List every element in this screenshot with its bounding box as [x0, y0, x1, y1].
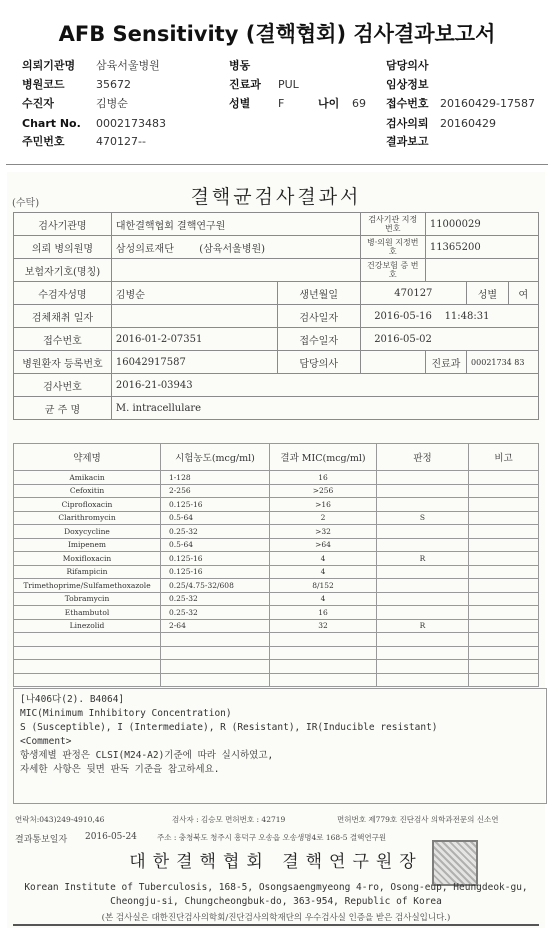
field-value: 김병순: [96, 97, 128, 110]
divider: [6, 164, 548, 165]
cell-value: 대한결핵협회 결핵연구원: [111, 213, 360, 236]
table-cell: 8/152: [270, 579, 377, 593]
field-value: 470127--: [96, 135, 146, 148]
table-cell: [469, 525, 539, 539]
table-cell: [469, 484, 539, 498]
table-row: [14, 633, 539, 647]
table-cell: [377, 592, 469, 606]
cell-value: [111, 305, 277, 328]
footer-address: 주소 : 충청북도 청주시 흥덕구 오송읍 오송생명4로 168-5 결핵연구원: [157, 833, 387, 842]
table-cell: R: [377, 619, 469, 633]
cell-label: 접수번호: [14, 328, 112, 351]
cell-label: 검사기관명: [14, 213, 112, 236]
table-cell: >256: [270, 484, 377, 498]
official-seal: [432, 840, 478, 886]
cell-label: 접수일자: [277, 328, 360, 351]
field-value: 20160429-17587: [440, 97, 535, 110]
cell-label: 검사번호: [14, 374, 112, 397]
table-cell: [469, 592, 539, 606]
field-value: 20160429: [440, 117, 496, 130]
col-header: 약제명: [14, 444, 161, 471]
table-cell: Ciprofloxacin: [14, 498, 161, 512]
cell-value: [360, 328, 538, 351]
table-cell: Rifampicin: [14, 565, 161, 579]
table-cell: 2: [270, 511, 377, 525]
table-cell: >32: [270, 525, 377, 539]
table-row: [14, 525, 539, 539]
table-cell: 0.25/4.75-32/608: [161, 579, 270, 593]
table-cell: [377, 660, 469, 674]
table-cell: [161, 646, 270, 660]
table-row: [14, 498, 539, 512]
table-row: [14, 471, 539, 485]
field-label: 병원코드: [22, 78, 65, 91]
table-cell: [469, 552, 539, 566]
cell-value: 2016-01-2-07351: [111, 328, 277, 351]
table-cell: [14, 673, 161, 687]
field-value: PUL: [278, 78, 299, 91]
table-cell: [469, 619, 539, 633]
table-cell: [377, 606, 469, 620]
table-cell: 2-256: [161, 484, 270, 498]
table-cell: [14, 646, 161, 660]
table-cell: 0.25-32: [161, 592, 270, 606]
cell-label: 검사일자: [277, 305, 360, 328]
table-row: [14, 660, 539, 674]
table-cell: Trimethoprime/Sulfamethoxazole: [14, 579, 161, 593]
table-cell: [469, 660, 539, 674]
table-cell: [469, 579, 539, 593]
field-value: 69: [352, 97, 366, 110]
institute-address-en: Korean Institute of Tuberculosis, 168-5, Osongsaengmyeong 4-ro, Osong-eup, Heungdeok-gu,: [24, 882, 528, 893]
table-cell: 0.25-32: [161, 525, 270, 539]
req-hospital-sub: (삼육서울병원): [199, 243, 266, 255]
cell-label: 수검자성명: [14, 282, 112, 305]
field-label: 수진자: [22, 97, 54, 110]
field-label: 나이: [318, 97, 340, 110]
table-cell: S: [377, 511, 469, 525]
col-header: 결과 MIC(mcg/ml): [270, 444, 377, 471]
table-row: [14, 606, 539, 620]
drug-rows: [14, 471, 539, 687]
table-cell: 0.125-16: [161, 565, 270, 579]
table-cell: 1-128: [161, 471, 270, 485]
table-cell: [14, 633, 161, 647]
footer-report-date-label: 결과통보일자: [15, 835, 68, 845]
table-cell: [469, 498, 539, 512]
table-cell: [377, 633, 469, 647]
cell-label: 보험자기호(명칭): [14, 259, 112, 282]
table-row: [14, 565, 539, 579]
cell-label: 검사기관 지정번호: [360, 213, 425, 236]
table-cell: [270, 673, 377, 687]
footer-report-date: 2016-05-24: [85, 832, 137, 842]
table-cell: [161, 633, 270, 647]
cell-label: 의뢰 병의원명: [14, 236, 112, 259]
table-row: [14, 484, 539, 498]
table-cell: [377, 484, 469, 498]
table-cell: [270, 646, 377, 660]
table-cell: >64: [270, 538, 377, 552]
table-cell: Cefoxitin: [14, 484, 161, 498]
cell-label: 건강보험 증 번 호: [360, 259, 425, 282]
table-cell: [161, 673, 270, 687]
table-row: [14, 511, 539, 525]
comment-box: [13, 688, 547, 804]
comment-code: [나406다(2). B4064]: [20, 694, 125, 705]
table-cell: 4: [270, 552, 377, 566]
table-cell: 32: [270, 619, 377, 633]
scanned-result-form: [7, 172, 545, 928]
req-hospital: 삼성의료재단: [115, 243, 174, 255]
table-cell: Imipenem: [14, 538, 161, 552]
comment-label: <Comment>: [20, 736, 72, 747]
table-cell: [377, 646, 469, 660]
field-value: 35672: [96, 78, 131, 91]
cell-value: [111, 236, 360, 259]
table-cell: [270, 633, 377, 647]
comment-legend: S (Susceptible), I (Intermediate), R (Resistant), IR(Inducible resistant): [20, 722, 438, 733]
drug-sensitivity-table: [13, 443, 539, 687]
cell-label: 병·의원 지정번호: [360, 236, 425, 259]
cell-value: 2016-21-03943: [111, 374, 538, 397]
institute-address-en: Cheongju-si, Chungcheongbuk-do, 363-954, Republic of Korea: [110, 896, 442, 907]
table-cell: [270, 660, 377, 674]
col-header: 판정: [377, 444, 469, 471]
table-cell: 0.5-64: [161, 538, 270, 552]
test-time: 11:48:31: [444, 310, 490, 322]
cell-value: [360, 351, 425, 374]
table-row: [14, 579, 539, 593]
cell-value: 11365200: [425, 236, 538, 259]
test-date: 2016-05-16: [374, 310, 432, 322]
cell-label: 진료과: [425, 351, 466, 374]
footer-examiner: 검사자 : 김승모 면허번호 : 42719: [172, 815, 286, 824]
cell-value: [425, 259, 538, 282]
table-row: [14, 619, 539, 633]
field-label: 주민번호: [22, 135, 65, 148]
field-label: 임상정보: [386, 78, 429, 91]
cell-value: 16042917587: [111, 351, 277, 374]
table-cell: [377, 673, 469, 687]
cell-label: 생년월일: [277, 282, 360, 305]
table-cell: [469, 538, 539, 552]
field-value: 삼육서울병원: [96, 59, 160, 72]
table-cell: 16: [270, 606, 377, 620]
table-cell: Tobramycin: [14, 592, 161, 606]
form-title: 결핵균검사결과서: [190, 186, 362, 208]
table-cell: [469, 646, 539, 660]
table-cell: 0.125-16: [161, 498, 270, 512]
bottom-rule: [13, 924, 539, 926]
cell-value: 김병순: [111, 282, 277, 305]
table-row: [14, 646, 539, 660]
table-cell: [469, 673, 539, 687]
table-cell: Amikacin: [14, 471, 161, 485]
table-cell: [377, 525, 469, 539]
field-label: 담당의사: [386, 59, 429, 72]
table-cell: [469, 471, 539, 485]
col-header: 시험농도(mcg/ml): [161, 444, 270, 471]
comment-mic: MIC(Minimum Inhibitory Concentration): [20, 708, 232, 719]
table-cell: 16: [270, 471, 377, 485]
cell-value: 11000029: [425, 213, 538, 236]
table-cell: [377, 498, 469, 512]
table-row: [14, 673, 539, 687]
comment-line: 자세한 사항은 뒷면 판독 기준을 참고하세요.: [20, 764, 220, 775]
institute-name-ko: 대한결핵협회 결핵연구원장: [129, 852, 423, 872]
table-cell: [377, 538, 469, 552]
table-row: [14, 538, 539, 552]
field-label: 진료과: [229, 78, 261, 91]
field-label: 접수번호: [386, 97, 429, 110]
recv-date: 2016-05-02: [374, 333, 432, 345]
table-cell: [469, 511, 539, 525]
cell-value: 00021734 83: [467, 351, 539, 374]
field-label: 성별: [229, 97, 251, 110]
cell-value: 470127: [360, 282, 466, 305]
table-row: [14, 552, 539, 566]
field-value: 0002173483: [96, 117, 166, 130]
table-cell: [469, 633, 539, 647]
table-cell: [377, 579, 469, 593]
table-cell: >16: [270, 498, 377, 512]
table-cell: [161, 660, 270, 674]
cell-label: 성별: [467, 282, 509, 305]
cell-value: 여: [508, 282, 538, 305]
field-label: 의뢰기관명: [22, 59, 76, 72]
table-cell: 2-64: [161, 619, 270, 633]
cell-value: [360, 305, 538, 328]
patient-info-table: [13, 212, 539, 420]
table-cell: Clarithromycin: [14, 511, 161, 525]
table-cell: [377, 471, 469, 485]
table-cell: Doxycycline: [14, 525, 161, 539]
table-cell: Ethambutol: [14, 606, 161, 620]
table-cell: 4: [270, 565, 377, 579]
table-cell: [469, 606, 539, 620]
certification-note: (본 검사실은 대한진단검사의학회/진단검사의학재단의 우수검사실 인증을 받은 검사실입니다.): [101, 913, 451, 923]
table-cell: 4: [270, 592, 377, 606]
field-value: F: [278, 97, 285, 110]
table-cell: [469, 565, 539, 579]
field-label: Chart No.: [22, 117, 81, 130]
footer-license: 면허번호 제779호 진단검사 의학과전문의 신소연: [337, 815, 499, 824]
comment-line: 항생제별 판정은 CLSI(M24-A2)기준에 따라 실시하였고,: [20, 750, 274, 761]
col-header: 비고: [469, 444, 539, 471]
cell-value: [111, 259, 360, 282]
table-cell: Linezolid: [14, 619, 161, 633]
field-label: 병동: [229, 59, 251, 72]
field-label: 결과보고: [386, 135, 429, 148]
cell-label: 검체채취 일자: [14, 305, 112, 328]
table-cell: 0.5-64: [161, 511, 270, 525]
field-label: 검사의뢰: [386, 117, 429, 130]
cell-value: M. intracellulare: [111, 397, 538, 420]
table-cell: 0.25-32: [161, 606, 270, 620]
table-cell: Moxifloxacin: [14, 552, 161, 566]
form-tag: (수탁): [12, 198, 40, 209]
table-cell: R: [377, 552, 469, 566]
table-cell: [377, 565, 469, 579]
table-row: [14, 592, 539, 606]
cell-label: 균 주 명: [14, 397, 112, 420]
table-cell: 0.125-16: [161, 552, 270, 566]
cell-label: 담당의사: [277, 351, 360, 374]
footer-contact: 연락처:043)249-4910,46: [15, 815, 105, 824]
report-title: AFB Sensitivity (결핵협회) 검사결과보고서: [58, 22, 496, 46]
table-cell: [14, 660, 161, 674]
cell-label: 병원환자 등록번호: [14, 351, 112, 374]
